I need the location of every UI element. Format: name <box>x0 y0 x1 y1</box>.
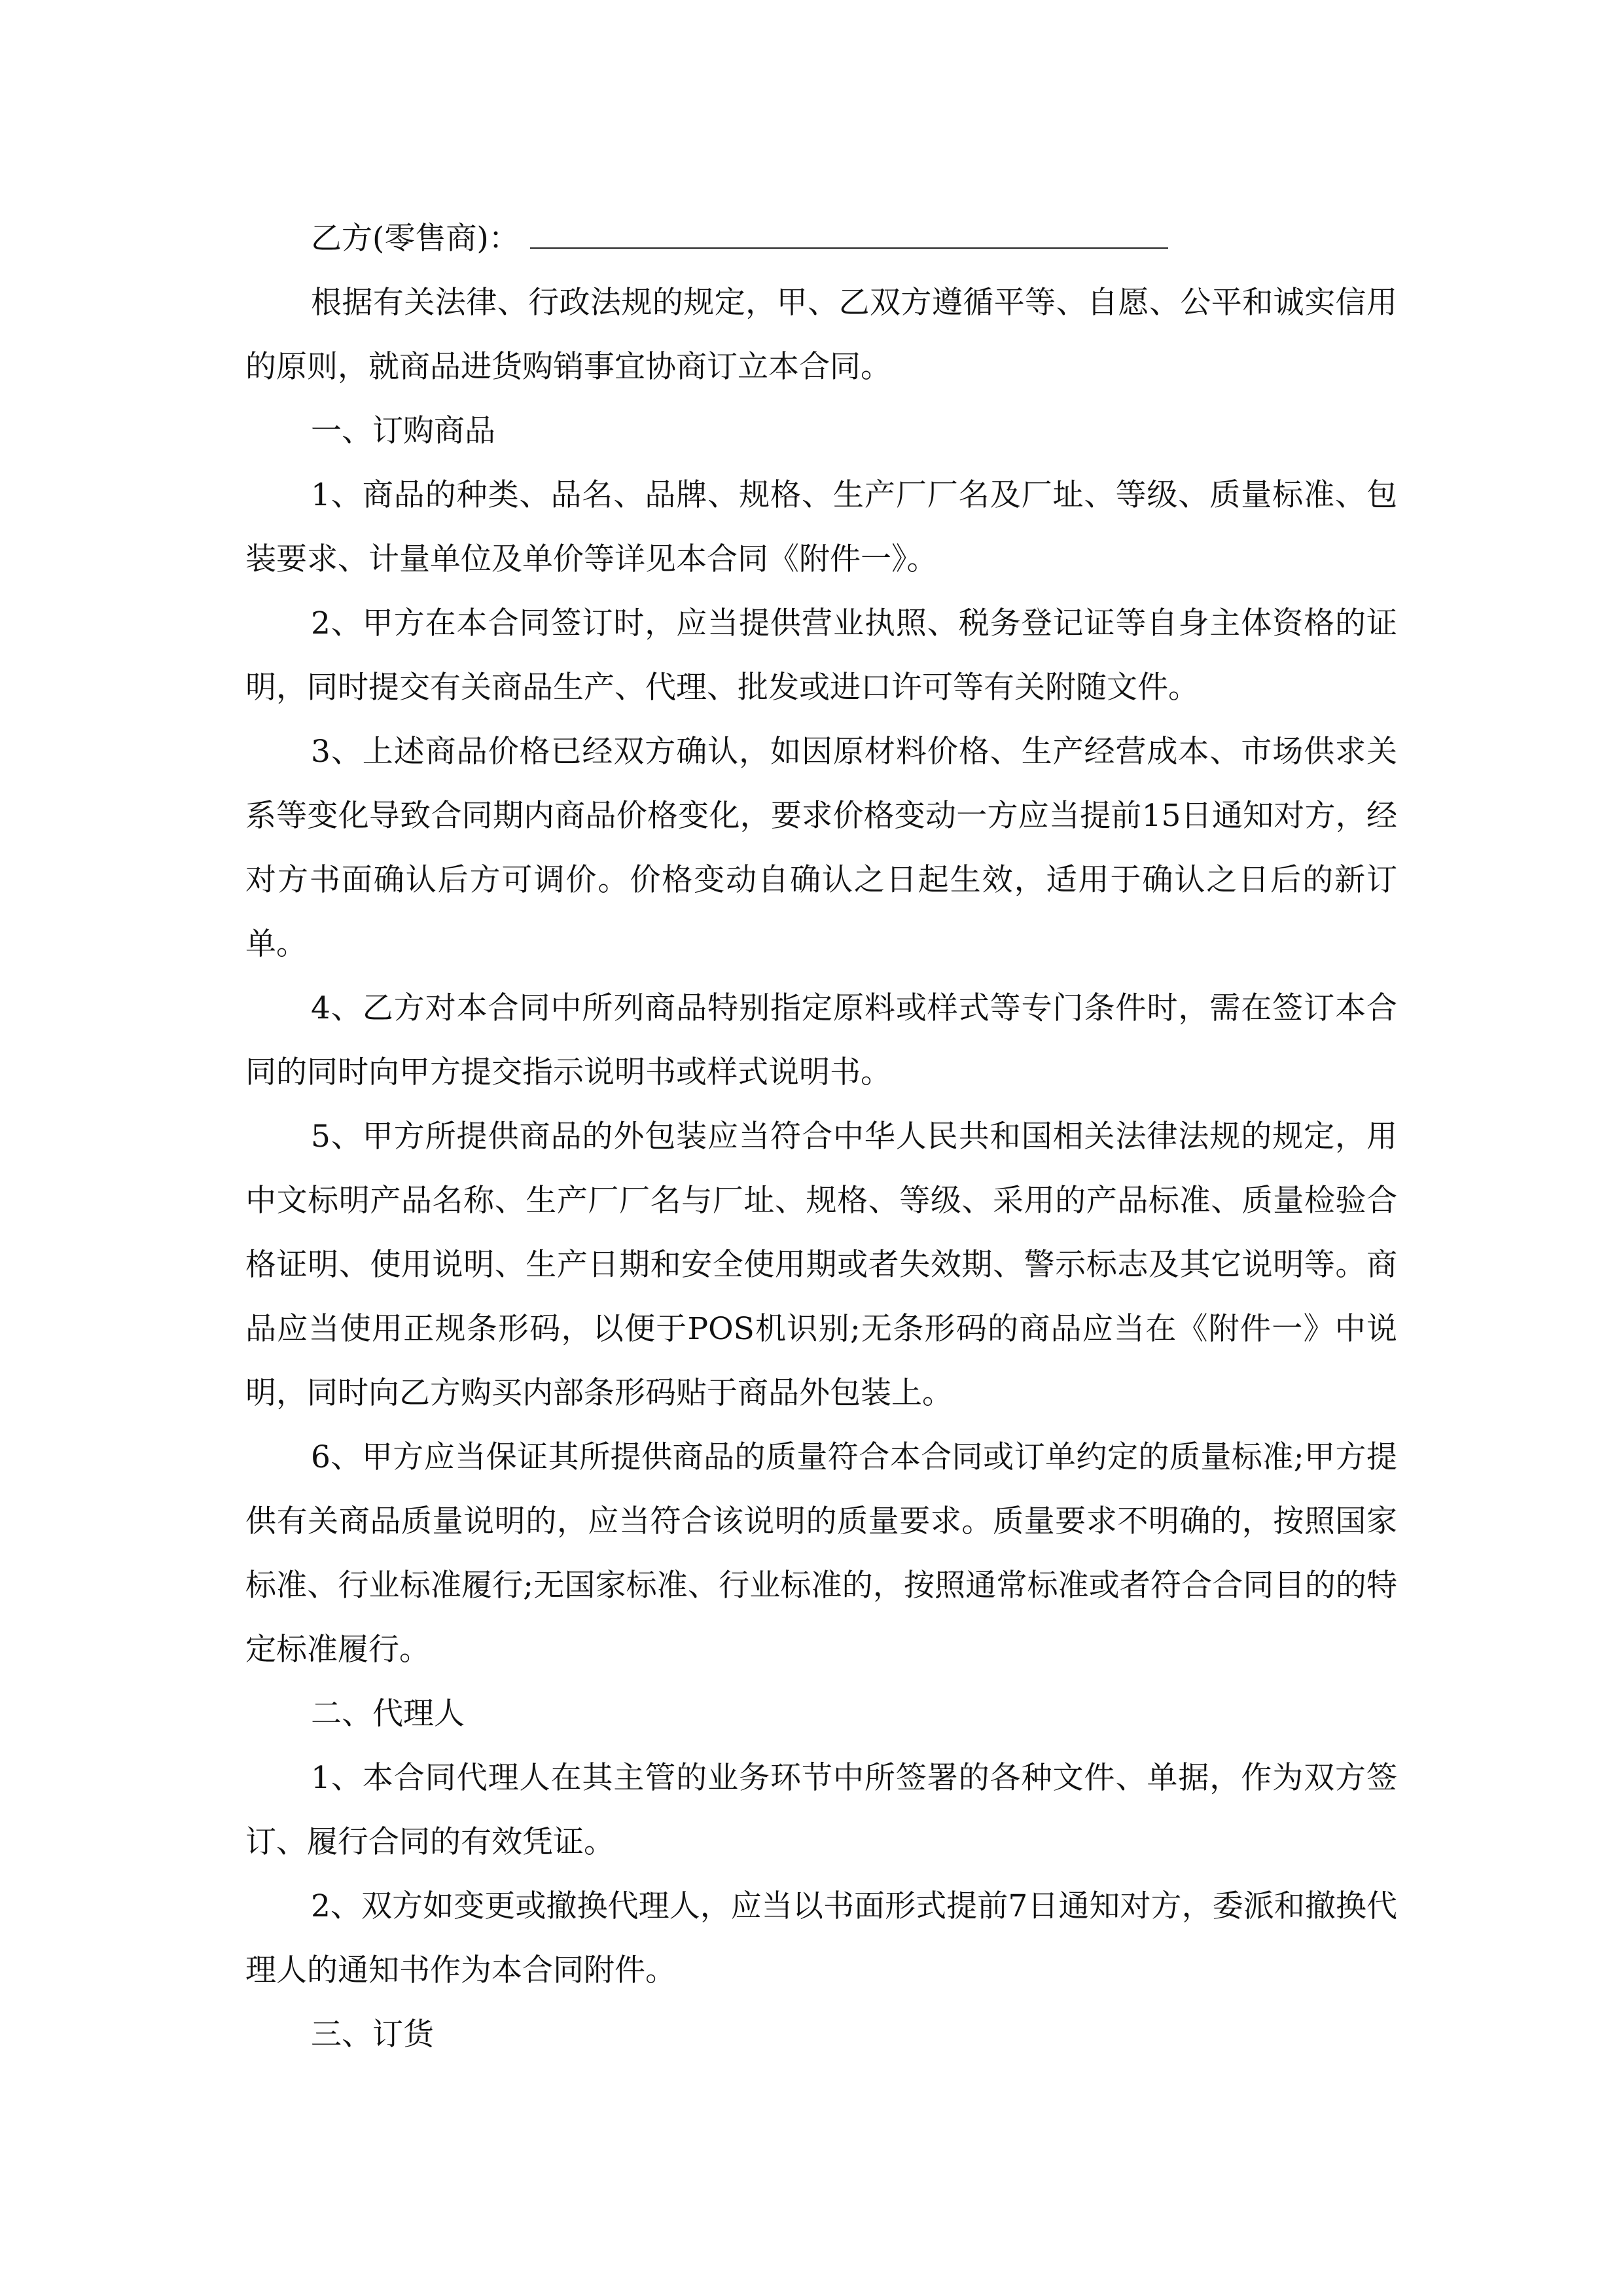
document-body <box>245 207 1397 2067</box>
clause-1-5: 5、甲方所提供商品的外包装应当符合中华人民共和国相关法律法规的规定，用中文标明产品名称、生产厂厂名与厂址、规格、等级、采用的产品标准、质量检验合格证明、使用说明、生产日期和安全使用期或者失效期、警示标志及其它说明等。商品应当使用正规条形码，以便于POS机识别;无条形码的商品应当在《附件一》中说明，同时向乙方购买内部条形码贴于商品外包装上。 <box>245 1119 1397 1411</box>
paragraph-preamble: 根据有关法律、行政法规的规定，甲、乙双方遵循平等、自愿、公平和诚实信用的原则，就商品进货购销事宜协商订立本合同。 <box>245 285 1397 385</box>
party-b-label: 乙方(零售商)： <box>311 221 520 257</box>
section-heading-ordered-goods: 一、订购商品 <box>311 413 495 449</box>
clause-2-2: 2、双方如变更或撤换代理人，应当以书面形式提前7日通知对方，委派和撤换代理人的通知书作为本合同附件。 <box>245 1888 1397 1988</box>
section-heading-ordering: 三、订货 <box>311 2017 434 2053</box>
clause-1-6: 6、甲方应当保证其所提供商品的质量符合本合同或订单约定的质量标准;甲方提供有关商品质量说明的，应当符合该说明的质量要求。质量要求不明确的，按照国家标准、行业标准履行;无国家标准、行业标准的，按照通常标准或者符合合同目的的特定标准履行。 <box>245 1439 1397 1668</box>
party-b-line <box>245 207 1397 271</box>
party-b-blank-line <box>530 246 1168 249</box>
clause-1-1: 1、商品的种类、品名、品牌、规格、生产厂厂名及厂址、等级、质量标准、包装要求、计量单位及单价等详见本合同《附件一》。 <box>245 477 1397 577</box>
clause-1-2: 2、甲方在本合同签订时，应当提供营业执照、税务登记证等自身主体资格的证明，同时提交有关商品生产、代理、批发或进口许可等有关附随文件。 <box>245 605 1397 706</box>
section-heading-agent: 二、代理人 <box>311 1696 465 1732</box>
clause-2-1: 1、本合同代理人在其主管的业务环节中所签署的各种文件、单据，作为双方签订、履行合同的有效凭证。 <box>245 1760 1397 1860</box>
clause-1-4: 4、乙方对本合同中所列商品特别指定原料或样式等专门条件时，需在签订本合同的同时向甲方提交指示说明书或样式说明书。 <box>245 990 1397 1090</box>
clause-1-3: 3、上述商品价格已经双方确认，如因原材料价格、生产经营成本、市场供求关系等变化导致合同期内商品价格变化，要求价格变动一方应当提前15日通知对方，经对方书面确认后方可调价。价格变动自确认之日起生效，适用于确认之日后的新订单。 <box>245 734 1397 962</box>
